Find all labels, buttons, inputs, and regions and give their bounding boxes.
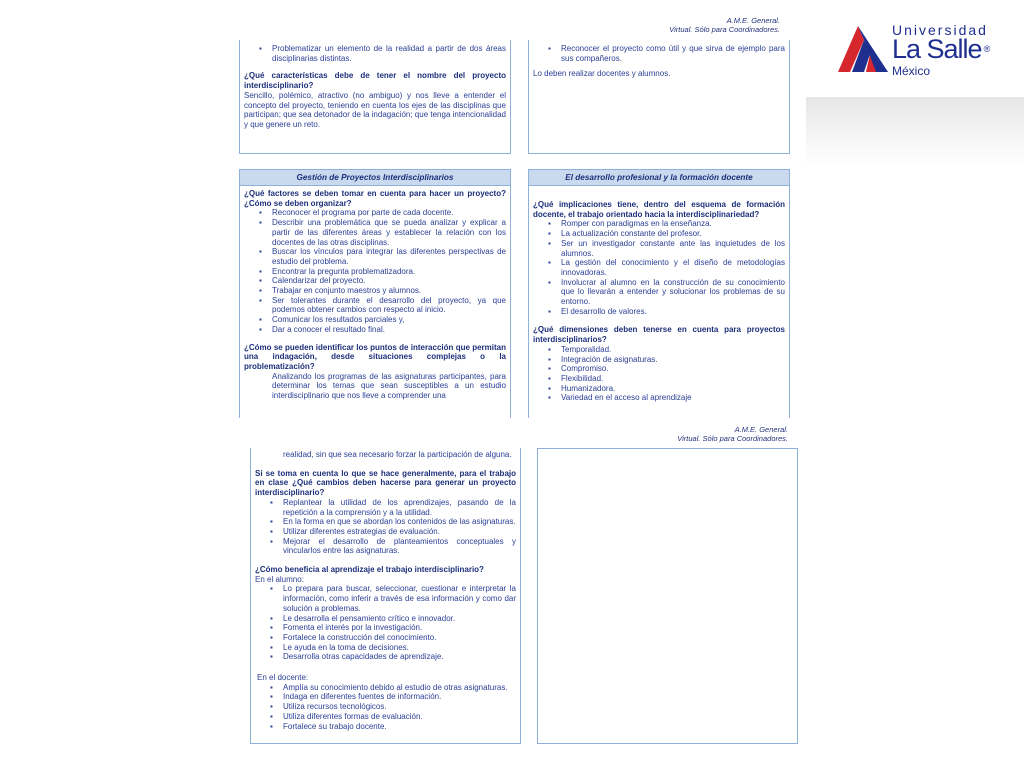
panel-mid-right-q1-list xyxy=(533,219,785,316)
panel-bottom-left-continuation: realidad, sin que sea necesario forzar la participación de alguna. xyxy=(283,450,512,459)
list-item: ▪ En la forma en que se abordan los contenidos de las asignaturas. xyxy=(255,517,516,527)
list-item: ▪ Romper con paradigmas en la enseñanza. xyxy=(533,219,785,229)
list-item: ▪ Utilizar diferentes estrategias de evaluación. xyxy=(255,527,516,537)
panel-mid-right-q2-list xyxy=(533,345,785,403)
panel-top-left xyxy=(239,40,511,154)
list-item: ▪ Fomenta el interés por la investigación. xyxy=(255,623,516,633)
list-item: ▪ Ser un investigador constante ante las inquietudes de los alumnos. xyxy=(533,239,785,258)
panel-mid-right-title: El desarrollo profesional y la formación docente xyxy=(529,170,789,186)
panel-bottom-left xyxy=(250,448,521,744)
panel-bottom-left-students-label: En el alumno: xyxy=(255,574,304,584)
list-item: ▪ Mejorar el desarrollo de planteamientos conceptuales y vincularlos entre las asignaturas. xyxy=(255,537,516,556)
panel-mid-left-q2-answer: Analizando los programas de las asignaturas participantes, para determinar los temas que sean susceptibles a un estudio interdisciplinario que nos lleve a comprender una xyxy=(272,371,506,401)
university-logo xyxy=(836,22,1006,82)
header-note-bottom-line2: Virtual. Sólo para Coordinadores. xyxy=(677,434,788,443)
list-item: ▪ Encontrar la pregunta problematizadora. xyxy=(244,267,506,277)
panel-mid-left-q2: ¿Cómo se pueden identificar los puntos de interacción que permitan una indagación, desde situaciones complejas o la problematización? xyxy=(244,342,506,371)
panel-bottom-left-students-list xyxy=(255,584,516,662)
panel-top-right-bullet: ▪ Reconocer el proyecto como útil y que sirva de ejemplo para sus compañeros. xyxy=(533,44,785,63)
header-note-bottom-line1: A.M.E. General. xyxy=(734,425,788,434)
panel-mid-right-q1: ¿Qué implicaciones tiene, dentro del esquema de formación docente, el trabajo orientado hacia la interdisciplinariedad? xyxy=(533,200,785,219)
list-item: ▪ Utiliza recursos tecnológicos. xyxy=(255,702,516,712)
header-note-top-line2: Virtual. Sólo para Coordinadores. xyxy=(669,25,780,34)
list-item: ▪ Desarrolla otras capacidades de aprendizaje. xyxy=(255,652,516,662)
list-item: ▪ Fortalece su trabajo docente. xyxy=(255,722,516,732)
list-item: ▪ Describir una problemática que se pueda analizar y explicar a partir de las diferentes áreas y establecer la relación con los docentes de las otras disciplinas. xyxy=(244,218,506,247)
list-item: ▪ Lo prepara para buscar, seleccionar, cuestionar e interpretar la información, como inferir a través de esa información y como dar solución a problemas. xyxy=(255,584,516,613)
panel-bottom-right-empty xyxy=(537,448,798,744)
list-item: ▪ Trabajar en conjunto maestros y alumnos. xyxy=(244,286,506,296)
list-item: ▪ Buscar los vínculos para integrar las diferentes perspectivas de estudio del problema. xyxy=(244,247,506,266)
logo-line2 xyxy=(892,34,989,64)
panel-mid-right xyxy=(528,169,790,418)
list-item: ▪ Replantear la utilidad de los aprendizajes, pasando de la repetición a la comprensión y a la utilidad. xyxy=(255,498,516,517)
panel-mid-left-q1-list xyxy=(244,208,506,334)
logo-line1: Universidad xyxy=(892,22,988,38)
panel-top-left-bullet: ▪ Problematizar un elemento de la realidad a partir de dos áreas disciplinarias distintas. xyxy=(244,44,506,63)
list-item: ▪ Amplía su conocimiento debido al estudio de otras asignaturas. xyxy=(255,683,516,693)
panel-mid-left xyxy=(239,169,511,418)
list-item: ▪ La gestión del conocimiento y el diseño de metodologías innovadoras. xyxy=(533,258,785,277)
header-gradient-band xyxy=(806,97,1024,167)
list-item: ▪ Compromiso. xyxy=(533,364,785,374)
panel-top-left-question: ¿Qué características debe de tener el nombre del proyecto interdisciplinario? xyxy=(244,71,506,91)
list-item: ▪ Le desarrolla el pensamiento crítico e innovador. xyxy=(255,614,516,624)
list-item: ▪ La actualización constante del profesor. xyxy=(533,229,785,239)
panel-mid-left-title: Gestión de Proyectos Interdisciplinarios xyxy=(240,170,510,186)
panel-bottom-left-teacher-label: En el docente: xyxy=(257,673,309,683)
list-item: ▪ Temporalidad. xyxy=(533,345,785,355)
panel-bottom-left-teacher-list xyxy=(255,683,516,732)
logo-line3: México xyxy=(892,64,931,78)
list-item: ▪ Reconocer el programa por parte de cada docente. xyxy=(244,208,506,218)
panel-bottom-left-q1: Si se toma en cuenta lo que se hace generalmente, para el trabajo en clase ¿Qué cambios deben hacerse para generar un proyecto interdisciplinario? xyxy=(255,468,516,498)
logo-registered: ® xyxy=(983,44,990,54)
list-item: ▪ Utiliza diferentes formas de evaluación. xyxy=(255,712,516,722)
panel-mid-right-q2: ¿Qué dimensiones deben tenerse en cuenta para proyectos interdisciplinarios? xyxy=(533,325,785,345)
list-item: ▪ Fortalece la construcción del conocimiento. xyxy=(255,633,516,643)
list-item: ▪ Le ayuda en la toma de decisiones. xyxy=(255,643,516,653)
list-item: ▪ El desarrollo de valores. xyxy=(533,307,785,317)
panel-top-right-note: Lo deben realizar docentes y alumnos. xyxy=(533,69,671,79)
list-item: ▪ Indaga en diferentes fuentes de información. xyxy=(255,692,516,702)
panel-bottom-left-q2: ¿Cómo beneficia al aprendizaje el trabajo interdisciplinario? xyxy=(255,565,484,575)
list-item: ▪ Ser tolerantes durante el desarrollo del proyecto, ya que podemos obtener cambios con respecto al inicio. xyxy=(244,296,506,315)
list-item: ▪ Variedad en el acceso al aprendizaje xyxy=(533,393,785,403)
panel-top-right xyxy=(528,40,790,154)
logo-triangles-icon xyxy=(836,24,890,76)
list-item: ▪ Dar a conocer el resultado final. xyxy=(244,325,506,335)
panel-bottom-left-q1-list xyxy=(255,498,516,556)
header-note-bottom xyxy=(608,425,788,443)
header-note-top-line1: A.M.E. General. xyxy=(726,16,780,25)
list-item: ▪ Comunicar los resultados parciales y, xyxy=(244,315,506,325)
logo-line2-text: La Salle xyxy=(892,34,982,64)
panel-top-left-answer: Sencillo, polémico, atractivo (no ambiguo) y nos lleve a entender el concepto del proyecto, teniendo en cuenta los ejes de las disciplinas que participan; que sea detonador de la indagación; que tenga intencionalidad y que genere un reto. xyxy=(244,90,506,129)
list-item: ▪ Integración de asignaturas. xyxy=(533,355,785,365)
panel-mid-left-q1: ¿Qué factores se deben tomar en cuenta para hacer un proyecto? ¿Cómo se deben organizar? xyxy=(244,189,506,208)
header-note-top xyxy=(600,16,780,34)
list-item: ▪ Humanizadora. xyxy=(533,384,785,394)
list-item: ▪ Involucrar al alumno en la construcción de su conocimiento que lo llevarán a entender y solucionar los problemas de su entorno. xyxy=(533,278,785,307)
list-item: ▪ Flexibilidad. xyxy=(533,374,785,384)
list-item: ▪ Calendarizar del proyecto. xyxy=(244,276,506,286)
